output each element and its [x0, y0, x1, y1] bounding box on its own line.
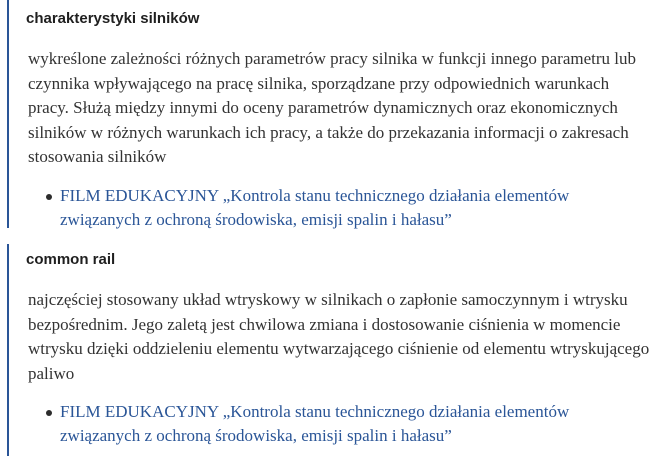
bullet-icon	[46, 194, 52, 200]
related-links-list	[28, 184, 638, 232]
bullet-icon	[46, 410, 52, 416]
glossary-entry	[7, 0, 652, 228]
related-links-list	[28, 400, 638, 448]
educational-film-link[interactable]: FILM EDUKACYJNY „Kontrola stanu technicznego działania elementów związanych z ochroną środowiska, emisji spalin i hałasu”	[60, 186, 570, 229]
list-item	[28, 184, 638, 232]
educational-film-link[interactable]: FILM EDUKACYJNY „Kontrola stanu technicznego działania elementów związanych z ochroną środowiska, emisji spalin i hałasu”	[60, 402, 570, 445]
list-item	[28, 400, 638, 448]
glossary-definition: wykreślone zależności różnych parametrów pracy silnika w funkcji innego parametru lub czynnika wpływającego na pracę silnika, sporządzane przy odpowiednich warunkach pracy. Służą między innymi do oceny parametrów dynamicznych oraz ekonomicznych silników w różnych warunkach ich pracy, a także do przekazania informacji o zakresach stosowania silników	[28, 49, 636, 166]
glossary-term: charakterystyki silników	[26, 10, 200, 27]
glossary-definition: najczęściej stosowany układ wtryskowy w silnikach o zapłonie samoczynnym i wtrysku bezpośrednim. Jego zaletą jest chwilowa zmiana i dostosowanie ciśnienia w momencie wtrysku dzięki oddzieleniu elementu wytwarzającego ciśnienie od elementu wtryskującego paliwo	[28, 290, 650, 383]
glossary-term: common rail	[26, 251, 116, 268]
glossary-entry	[7, 244, 652, 456]
